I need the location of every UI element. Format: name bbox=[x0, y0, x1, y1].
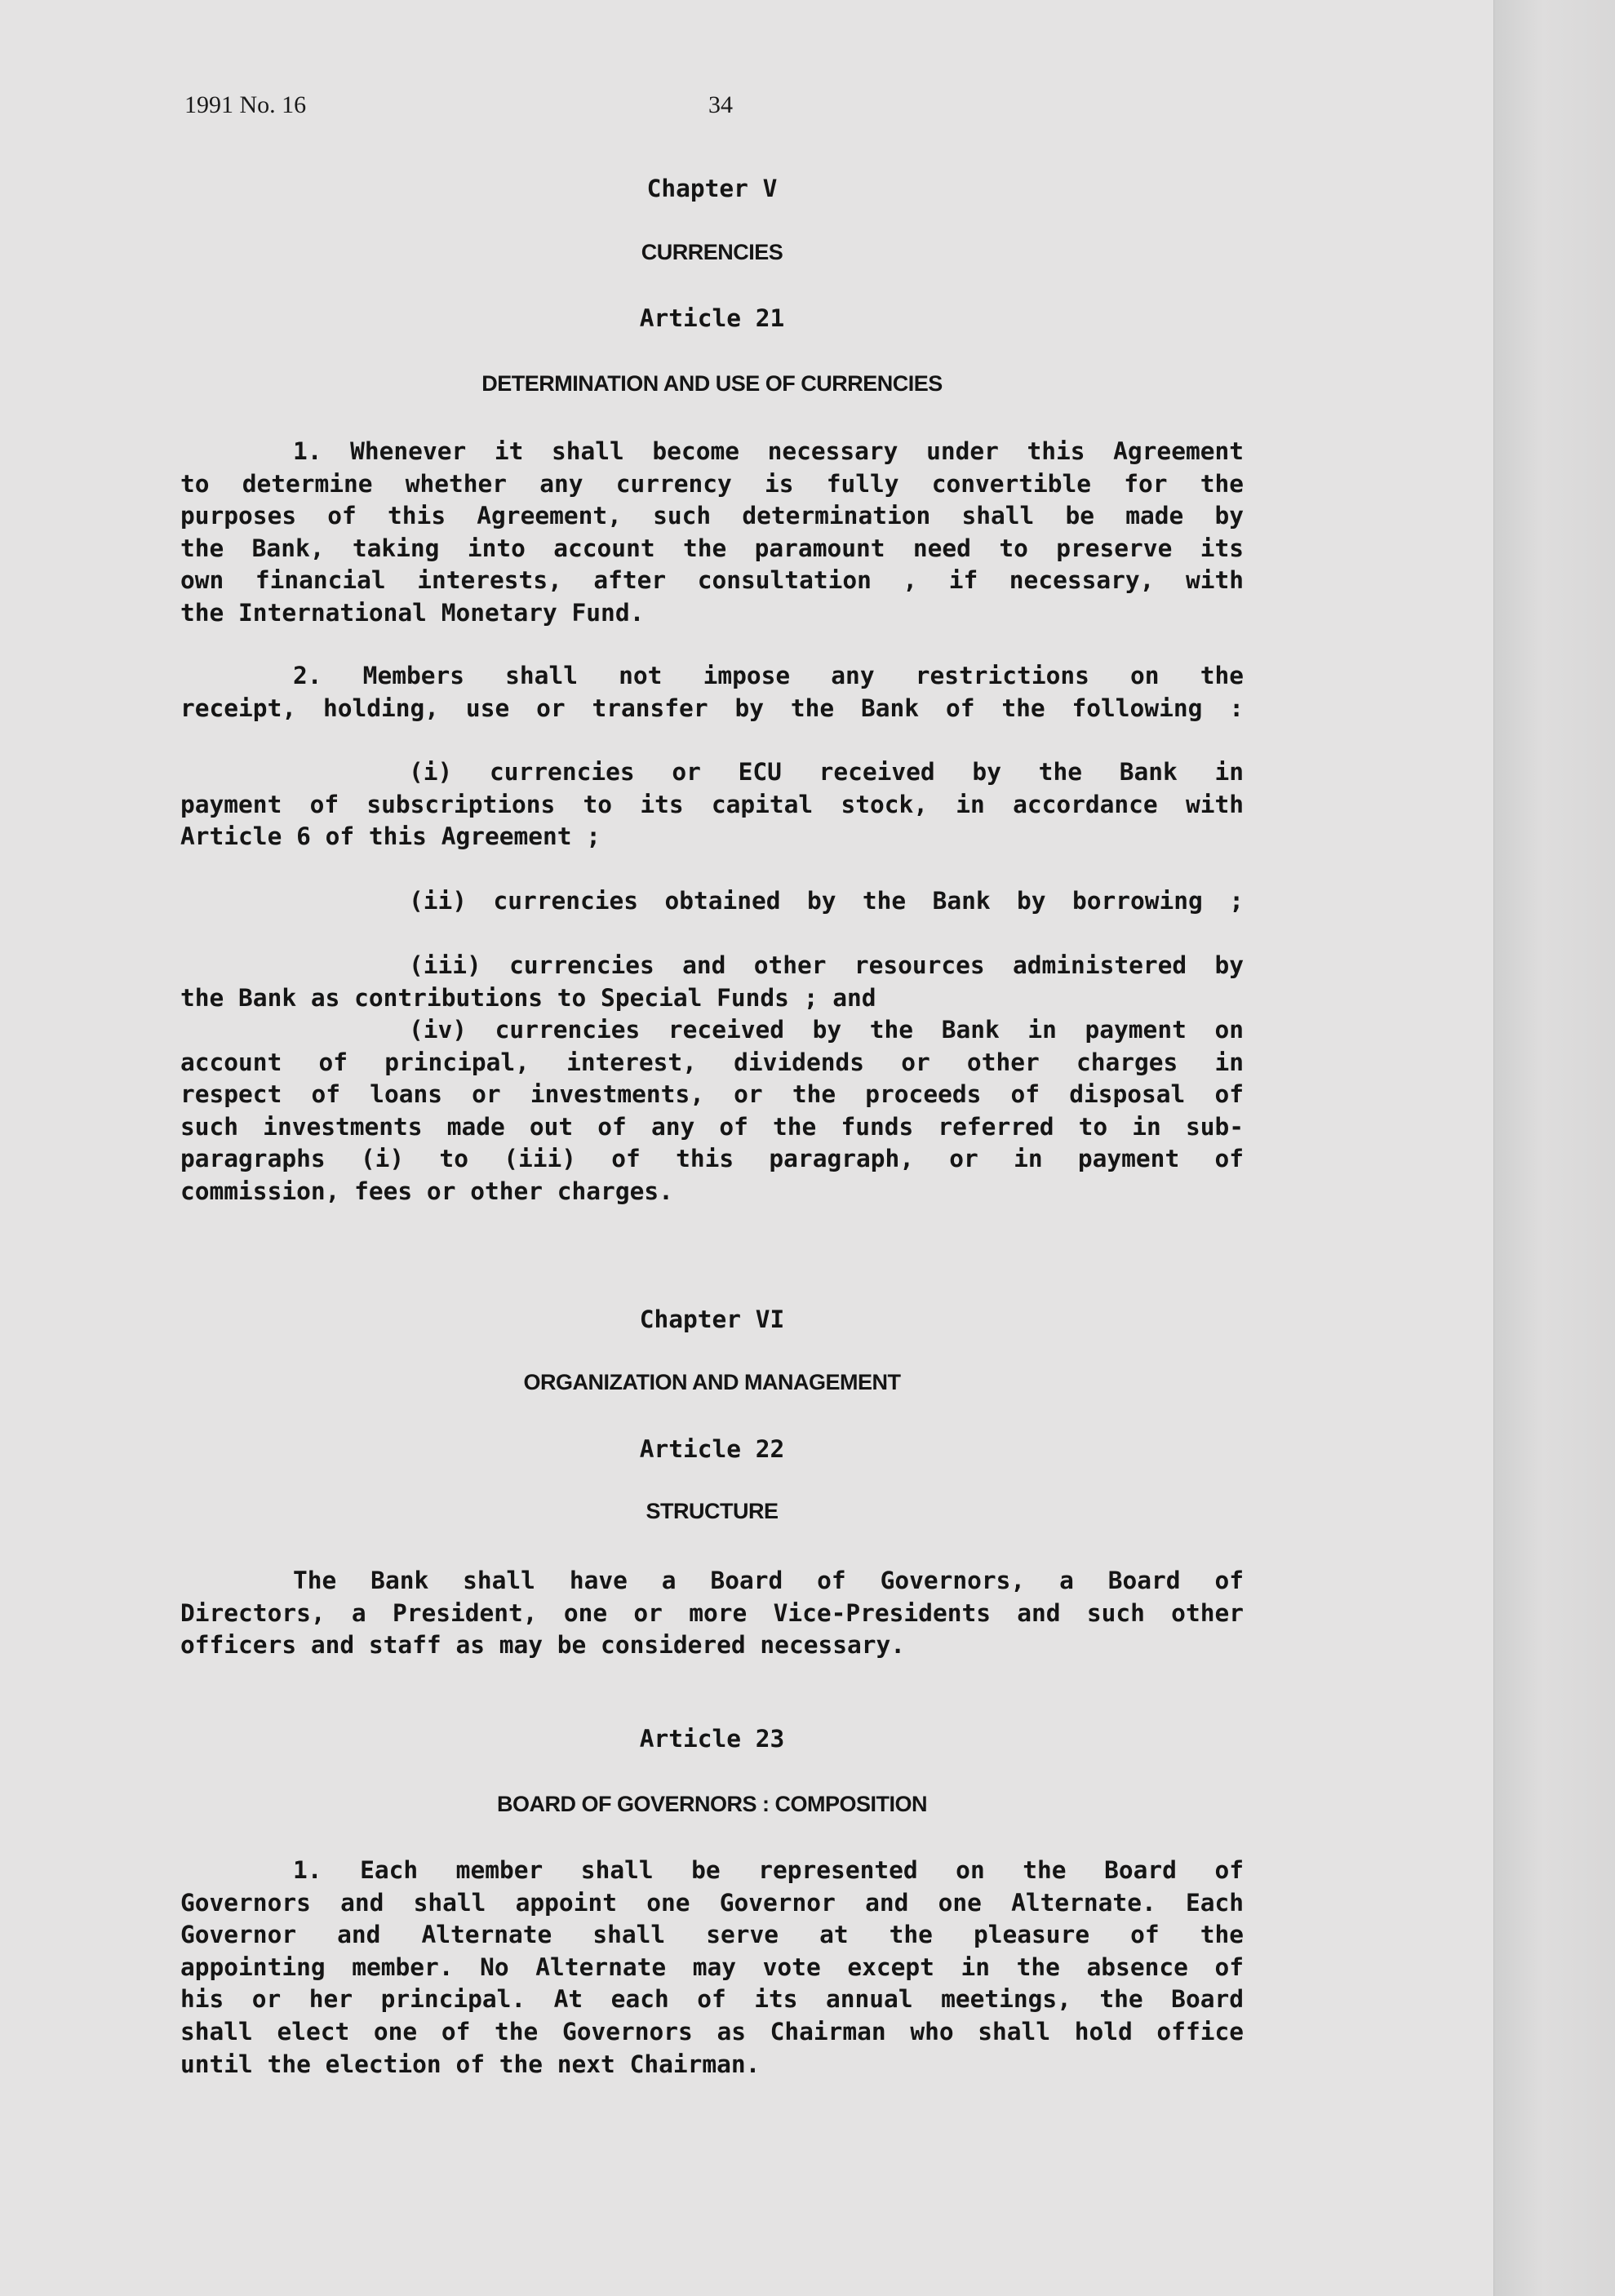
paragraph-line: Governor and Alternate shall serve at the pleasure of the bbox=[180, 1921, 1244, 1949]
paragraph-line: paragraphs (i) to (iii) of this paragraph, or in payment of bbox=[180, 1145, 1244, 1173]
paragraph-line: until the election of the next Chairman. bbox=[180, 2050, 761, 2078]
article-23-title: BOARD OF GOVERNORS : COMPOSITION bbox=[496, 1792, 928, 1816]
paragraph-line: account of principal, interest, dividends or other charges in bbox=[180, 1048, 1244, 1076]
paragraph-line: payment of subscriptions to its capital stock, in accordance with bbox=[180, 790, 1244, 818]
paragraph-line: Directors, a President, one or more Vice-Presidents and such other bbox=[180, 1598, 1244, 1627]
article-22-heading: Article 22 bbox=[639, 1435, 785, 1463]
paragraph-line: 1. Each member shall be represented on the Board of bbox=[293, 1856, 1244, 1884]
article-21-paragraph-1 bbox=[180, 436, 1244, 630]
paragraph-line: The Bank shall have a Board of Governors, a Board of bbox=[293, 1567, 1244, 1594]
paragraph-line: such investments made out of any of the funds referred to in sub- bbox=[180, 1112, 1244, 1141]
paragraph-line: to determine whether any currency is fully convertible for the bbox=[180, 469, 1244, 498]
article-22-title: STRUCTURE bbox=[646, 1499, 779, 1523]
item-iv bbox=[180, 1014, 1244, 1208]
chapter-5-heading: Chapter V bbox=[646, 175, 778, 202]
paragraph-line: purposes of this Agreement, such determination shall be made by bbox=[180, 502, 1244, 530]
paragraph-line: (iv) currencies received by the Bank in payment on bbox=[409, 1016, 1244, 1044]
paragraph-line: (ii) currencies obtained by the Bank by borrowing ; bbox=[409, 887, 1244, 915]
paragraph-line: receipt, holding, use or transfer by the Bank of the following : bbox=[180, 694, 1244, 722]
item-ii bbox=[180, 885, 1244, 918]
paragraph-line: 2. Members shall not impose any restrictions on the bbox=[293, 662, 1244, 689]
article-22-paragraph bbox=[180, 1565, 1244, 1662]
paragraph-line: officers and staff as may be considered necessary. bbox=[180, 1631, 906, 1660]
paragraph-line: commission, fees or other charges. bbox=[180, 1177, 673, 1205]
article-23-paragraph-1 bbox=[180, 1855, 1244, 2081]
paragraph-line: (i) currencies or ECU received by the Bank in bbox=[409, 758, 1244, 786]
header-year-number: 1991 No. 16 bbox=[184, 91, 307, 118]
paragraph-line: Governors and shall appoint one Governor and one Alternate. Each bbox=[180, 1888, 1244, 1917]
paragraph-line: 1. Whenever it shall become necessary under this Agreement bbox=[293, 437, 1244, 465]
chapter-6-title: ORGANIZATION AND MANAGEMENT bbox=[523, 1370, 901, 1394]
paragraph-line: shall elect one of the Governors as Chairman who shall hold office bbox=[180, 2017, 1244, 2046]
item-iii bbox=[180, 950, 1244, 1014]
page-edge-shadow bbox=[1493, 0, 1615, 2296]
paragraph-line: (iii) currencies and other resources administered by bbox=[409, 951, 1244, 979]
article-21-title: DETERMINATION AND USE OF CURRENCIES bbox=[481, 371, 943, 396]
item-i bbox=[180, 756, 1244, 853]
paragraph-line: Article 6 of this Agreement ; bbox=[180, 822, 601, 851]
paragraph-line: the Bank as contributions to Special Funds ; and bbox=[180, 983, 876, 1012]
paragraph-line: the International Monetary Fund. bbox=[180, 598, 645, 627]
article-21-heading: Article 21 bbox=[639, 304, 785, 332]
article-23-heading: Article 23 bbox=[639, 1725, 785, 1753]
paragraph-line: respect of loans or investments, or the proceeds of disposal of bbox=[180, 1080, 1244, 1109]
article-21-paragraph-2 bbox=[180, 660, 1244, 725]
paragraph-line: own financial interests, after consultation , if necessary, with bbox=[180, 566, 1244, 595]
page-number: 34 bbox=[708, 91, 733, 118]
paragraph-line: the Bank, taking into account the paramount need to preserve its bbox=[180, 534, 1244, 562]
chapter-6-heading: Chapter VI bbox=[639, 1305, 785, 1333]
paragraph-line: his or her principal. At each of its annual meetings, the Board bbox=[180, 1985, 1244, 2014]
chapter-5-title: CURRENCIES bbox=[641, 240, 783, 264]
paragraph-line: appointing member. No Alternate may vote except in the absence of bbox=[180, 1952, 1244, 1981]
